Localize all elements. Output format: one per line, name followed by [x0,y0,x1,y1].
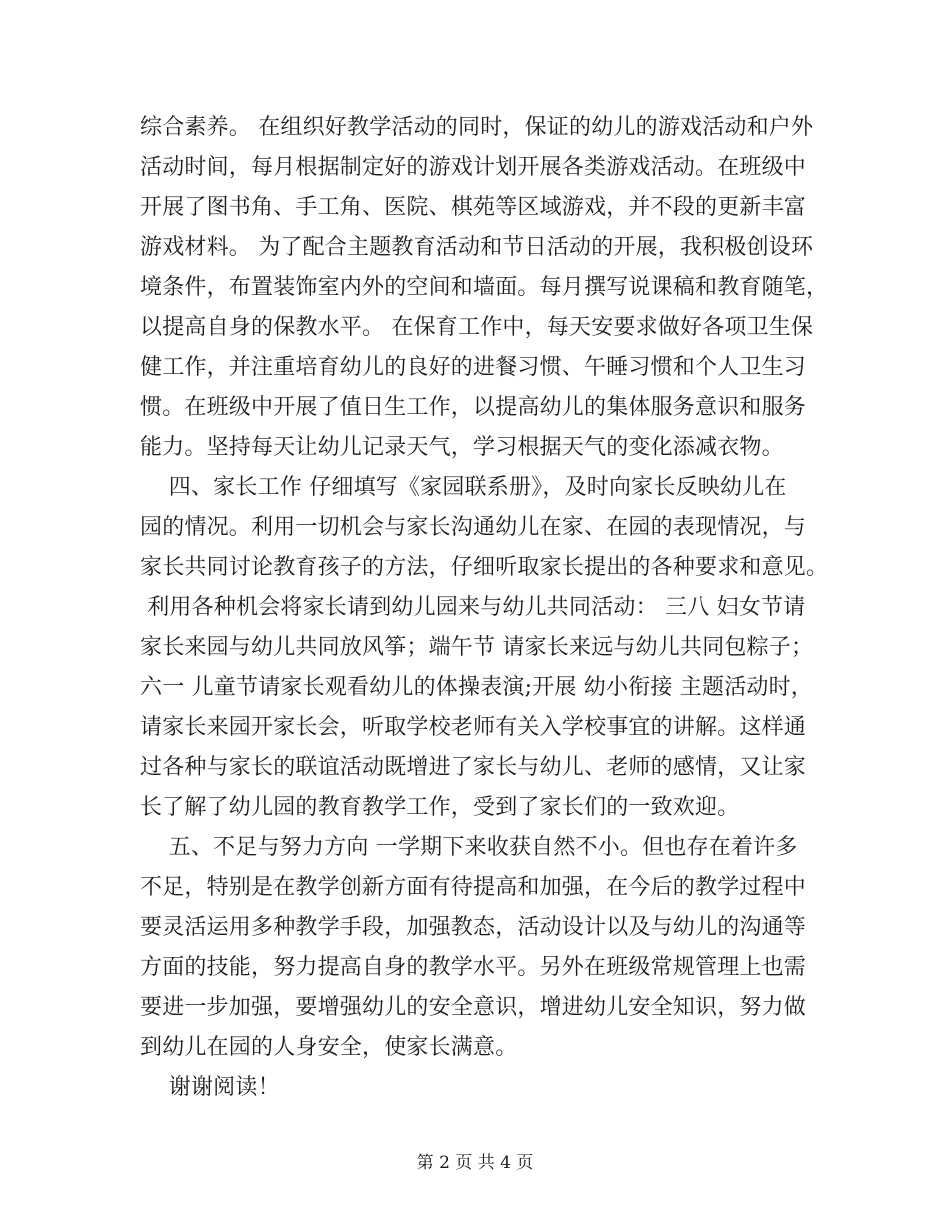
text-line: 长了解了幼儿园的教育教学工作，受到了家长们的一致欢迎。 [140,795,740,820]
text-line: 要灵活运用多种教学手段，加强教态，活动设计以及与幼儿的沟通等 [140,915,807,940]
text-line: 六一 儿童节请家长观看幼儿的体操表演;开展 幼小衔接 主题活动时， [140,675,813,700]
text-line: 综合素养。 在组织好教学活动的同时，保证的幼儿的游戏活动和户外 [140,115,814,140]
text-line: 惯。在班级中开展了值日生工作，以提高幼儿的集体服务意识和服务 [140,395,807,420]
text-line: 健工作，并注重培育幼儿的良好的进餐习惯、午睡习惯和个人卫生习 [140,355,807,380]
document-body [140,108,829,1108]
text-line: 到幼儿在园的人身安全，使家长满意。 [140,1035,518,1060]
text-line: 以提高自身的保教水平。 在保育工作中，每天安要求做好各项卫生保 [140,315,814,340]
text-line: 境条件，布置装饰室内外的空间和墙面。每月撰写说课稿和教育随笔， [140,275,829,300]
text-line: 活动时间，每月根据制定好的游戏计划开展各类游戏活动。在班级中 [140,155,807,180]
text-line: 不足，特别是在教学创新方面有待提高和加强，在今后的教学过程中 [140,875,807,900]
text-line: 开展了图书角、手工角、医院、棋苑等区域游戏，并不段的更新丰富 [140,195,807,220]
text-line: 园的情况。利用一切机会与家长沟通幼儿在家、在园的表现情况，与 [140,515,807,540]
closing-line: 谢谢阅读！ [140,1075,280,1100]
page-number-footer: 第 2 页 共 4 页 [416,1153,534,1173]
section-heading-line: 四、家长工作 仔细填写《家园联系册》，及时向家长反映幼儿在 [140,475,787,500]
text-line: 家长共同讨论教育孩子的方法，仔细听取家长提出的各种要求和意见。 [140,555,829,580]
section-heading-line: 五、不足与努力方向 一学期下来收获自然不小。但也存在着许多 [140,835,798,860]
text-line: 过各种与家长的联谊活动既增进了家长与幼儿、老师的感情，又让家 [140,755,807,780]
text-line: 要进一步加强，要增强幼儿的安全意识，增进幼儿安全知识，努力做 [140,995,807,1020]
text-line: 家长来园与幼儿共同放风筝；端午节 请家长来远与幼儿共同包粽子； [140,635,814,660]
text-line: 利用各种机会将家长请到幼儿园来与幼儿共同活动： 三八 妇女节请 [140,595,806,620]
text-line: 能力。坚持每天让幼儿记录天气，学习根据天气的变化添减衣物。 [140,435,784,460]
text-line: 请家长来园开家长会，听取学校老师有关入学校事宜的讲解。这样通 [140,715,807,740]
text-line: 方面的技能，努力提高自身的教学水平。另外在班级常规管理上也需 [140,955,807,980]
text-line: 游戏材料。 为了配合主题教育活动和节日活动的开展，我积极创设环 [140,235,814,260]
